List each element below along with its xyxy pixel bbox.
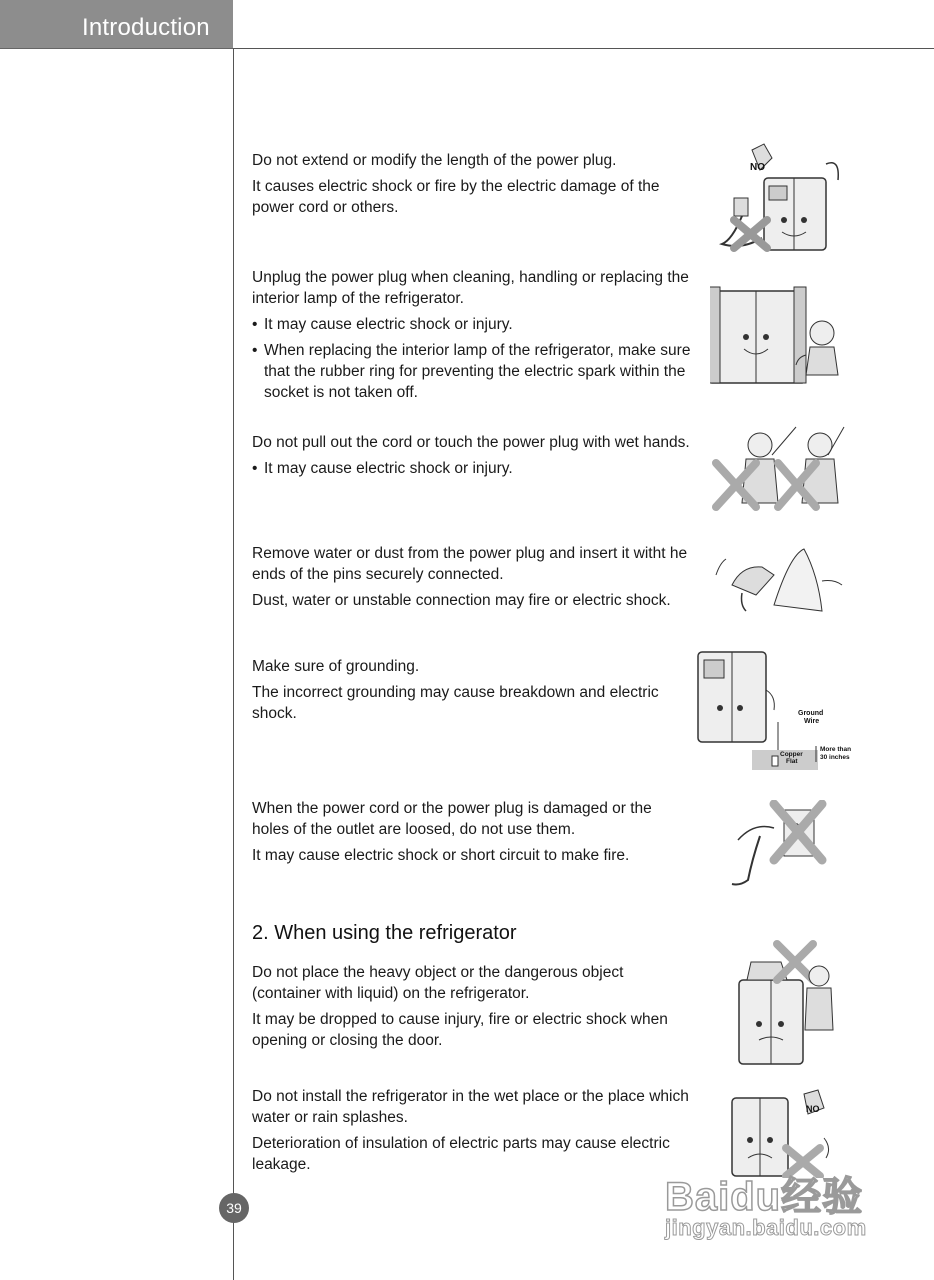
warning-item-5	[252, 656, 692, 729]
page-number: 39	[219, 1193, 249, 1223]
warning-reason: It may be dropped to cause injury, fire or electric shock when opening or closing the door.	[252, 1011, 668, 1049]
warning-reason: Dust, water or unstable connection may fire or electric shock.	[252, 592, 671, 609]
warning-statement: Make sure of grounding.	[252, 658, 420, 675]
bullet-item: • It may cause electric shock or injury.	[252, 314, 692, 335]
section-header-tab	[0, 0, 233, 49]
warning-statement: Do not pull out the cord or touch the power plug with wet hands.	[252, 434, 690, 451]
no-label: NO	[750, 162, 765, 173]
watermark-logo-text: Baidu经验	[665, 1175, 864, 1219]
ground-wire-label: Ground	[798, 710, 824, 717]
illustration-extend-plug	[712, 140, 847, 255]
warning-reason: It causes electric shock or fire by the electric damage of the power cord or others.	[252, 178, 660, 216]
warning-statement: Do not place the heavy object or the dangerous object (container with liquid) on the refrigerator.	[252, 964, 624, 1002]
no-label: NO	[806, 1104, 820, 1114]
illustration-dust-plug	[712, 545, 847, 615]
depth-label: 30 inches	[820, 754, 850, 761]
illustration-wet-hands	[712, 425, 847, 517]
warning-item-4	[252, 543, 692, 616]
warning-item-2	[252, 267, 692, 408]
watermark-url: jingyan.baidu.com	[665, 1215, 867, 1240]
warning-item-3	[252, 432, 692, 484]
illustration-heavy-object	[735, 940, 835, 1070]
section-title: Introduction	[82, 14, 210, 41]
warning-statement: Unplug the power plug when cleaning, handling or replacing the interior lamp of the refrigerator.	[252, 269, 689, 307]
warning-item-6	[252, 798, 692, 871]
warning-statement: When the power cord or the power plug is damaged or the holes of the outlet are loosed, do not use them.	[252, 800, 652, 838]
warning-item-7	[252, 962, 692, 1056]
warning-reason: Deterioration of insulation of electric parts may cause electric leakage.	[252, 1135, 670, 1173]
copper-flat-label: Flat	[786, 758, 798, 765]
margin-rule	[233, 48, 234, 1280]
warning-statement: Remove water or dust from the power plug and insert it witht he ends of the pins securely connected.	[252, 545, 688, 583]
depth-label: More than	[820, 746, 852, 753]
section-heading: 2. When using the refrigerator	[252, 922, 517, 944]
baidu-watermark	[665, 1165, 885, 1245]
warning-reason: It may cause electric shock or short circuit to make fire.	[252, 847, 630, 864]
bullet-item: • When replacing the interior lamp of the refrigerator, make sure that the rubber ring for preventing the electric spark within the socket is not taken off.	[252, 340, 692, 403]
warning-item-1	[252, 150, 692, 223]
warning-item-8	[252, 1086, 692, 1180]
bullet-item: • It may cause electric shock or injury.	[252, 458, 692, 479]
illustration-unplug-cleaning	[710, 285, 850, 390]
copper-flat-label: Copper	[780, 751, 803, 758]
illustration-grounding	[696, 650, 858, 772]
ground-wire-label: Wire	[804, 718, 820, 725]
warning-reason: The incorrect grounding may cause breakdown and electric shock.	[252, 684, 659, 722]
warning-statement: Do not extend or modify the length of the power plug.	[252, 152, 617, 169]
illustration-damaged-cord	[730, 800, 830, 890]
header-divider	[233, 48, 934, 49]
warning-statement: Do not install the refrigerator in the wet place or the place which water or rain splashes.	[252, 1088, 689, 1126]
